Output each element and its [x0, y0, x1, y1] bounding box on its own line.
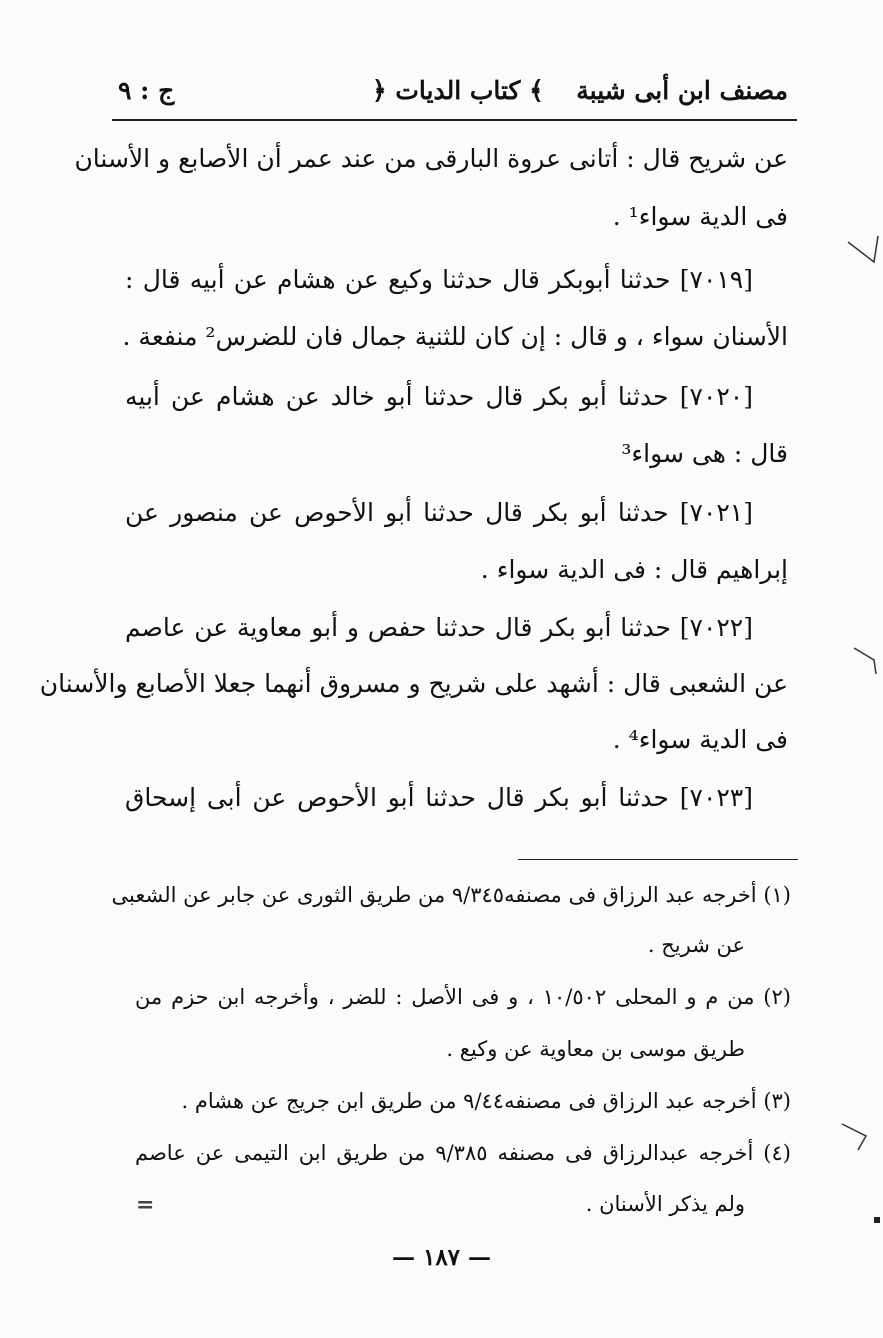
body-line: عن الشعبى قال : أشهد على شريح و مسروق أنهما جعلا الأصابع والأسنان [39, 669, 788, 698]
hadith-7023-line: [٧٠٢٣] حدثنا أبو بكر قال حدثنا أبو الأحوص عن أبى إسحاق [125, 783, 753, 812]
margin-tick-mark [840, 1118, 876, 1152]
footnote-line: (٤) أخرجه عبدالرزاق فى مصنفه ٩/٣٨٥ من طريق ابن التيمى عن عاصم [135, 1141, 791, 1165]
body-line: عن شريح قال : أتانى عروة البارقى من عند عمر أن الأصابع و الأسنان [74, 144, 788, 173]
margin-tick-mark [846, 232, 880, 272]
footnote-line: عن شريح . [647, 933, 745, 957]
page-number: — ١٨٧ — [391, 1244, 492, 1271]
running-head-chapter: ﴿ كتاب الديات ﴾ [372, 76, 544, 105]
footnote-rule [518, 859, 798, 860]
body-line: إبراهيم قال : فى الدية سواء . [480, 555, 788, 584]
body-line: فى الدية سواء⁴ . [612, 725, 788, 754]
header-rule [112, 119, 797, 121]
running-head-volume: ج : ٩ [118, 76, 175, 105]
hadith-7020-line: [٧٠٢٠] حدثنا أبو بكر قال حدثنا أبو خالد عن هشام عن أبيه [125, 382, 753, 411]
hadith-7022-line: [٧٠٢٢] حدثنا أبو بكر قال حدثنا حفص و أبو معاوية عن عاصم [125, 613, 753, 642]
footnote-line: طريق موسى بن معاوية عن وكيع . [446, 1037, 745, 1061]
margin-tick-mark [852, 640, 880, 676]
body-line: الأسنان سواء ، و قال : إن كان للثنية جمال فان للضرس² منفعة . [122, 322, 788, 351]
body-line: قال : هى سواء³ [621, 439, 788, 468]
continuation-mark: = [136, 1192, 155, 1218]
running-head-book-title: مصنف ابن أبى شيبة [576, 76, 788, 105]
hadith-7021-line: [٧٠٢١] حدثنا أبو بكر قال حدثنا أبو الأحوص عن منصور عن [125, 498, 753, 527]
body-line: فى الدية سواء¹ . [612, 202, 788, 231]
footnote-line: (٣) أخرجه عبد الرزاق فى مصنفه٩/٤٤ من طريق ابن جريج عن هشام . [181, 1089, 791, 1113]
footnote-line: (١) أخرجه عبد الرزاق فى مصنفه٩/٣٤٥ من طريق الثورى عن جابر عن الشعبى [111, 883, 791, 907]
margin-dot [874, 1217, 880, 1223]
hadith-7019-line: [٧٠١٩] حدثنا أبوبكر قال حدثنا وكيع عن هشام عن أبيه قال : [125, 265, 753, 294]
footnote-line: (٢) من م و المحلى ١٠/٥٠٢ ، و فى الأصل : للضر ، وأخرجه ابن حزم من [135, 985, 791, 1009]
footnote-line: ولم يذكر الأسنان . [585, 1192, 745, 1216]
